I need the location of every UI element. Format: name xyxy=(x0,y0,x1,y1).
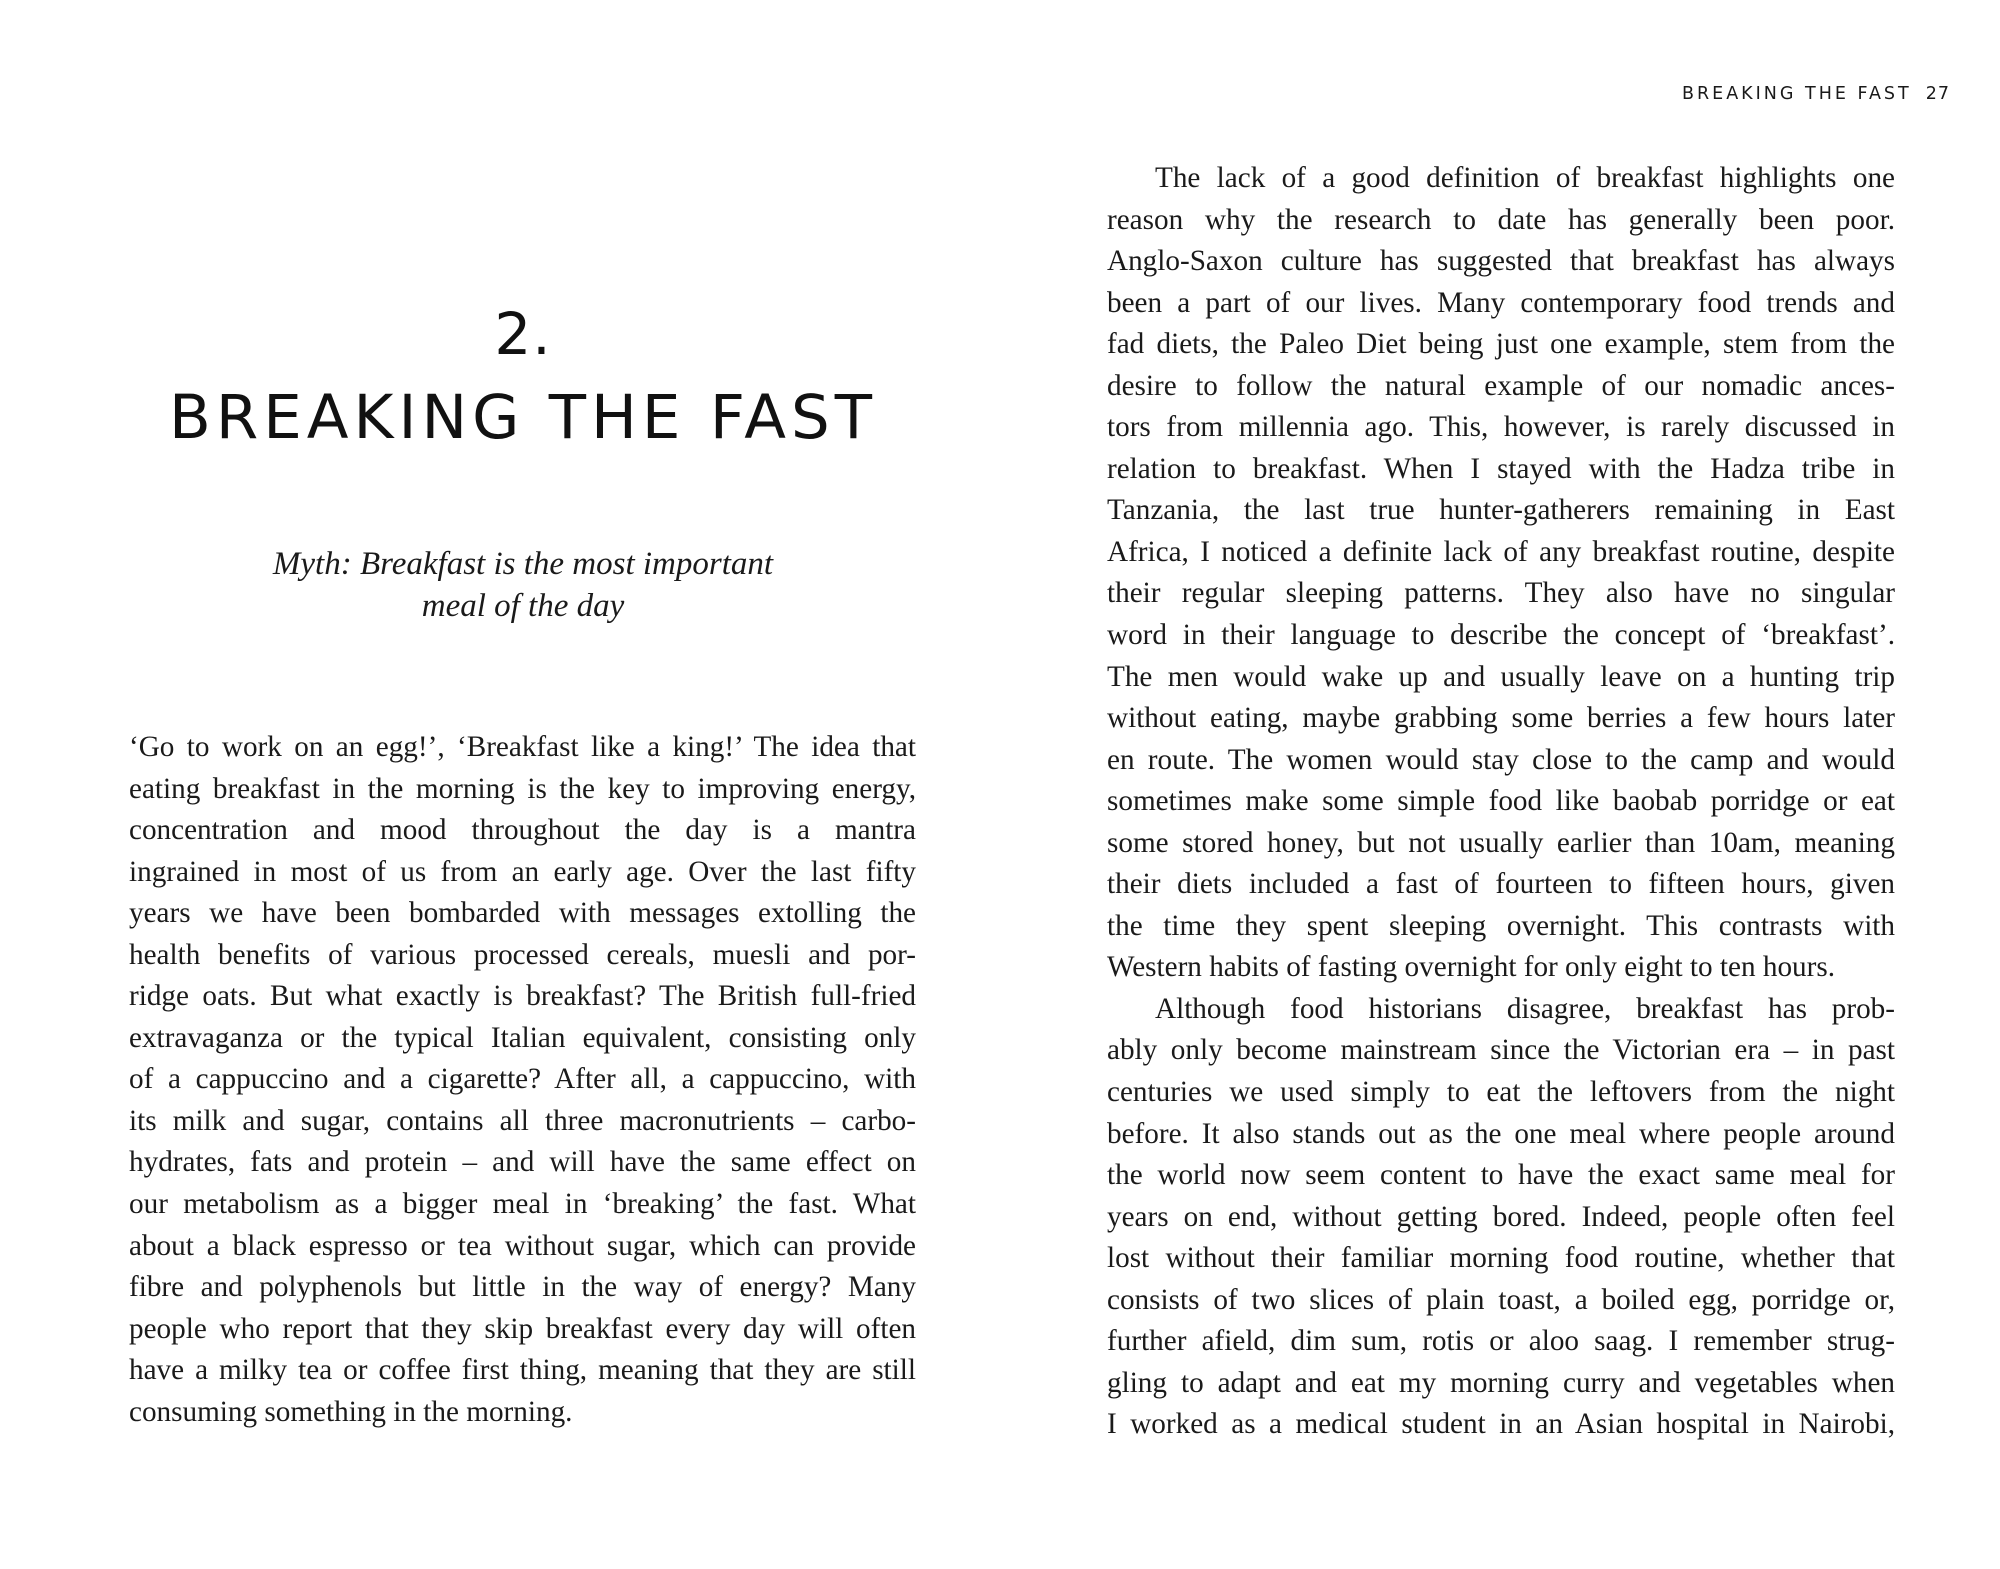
text-line: without eating, maybe grabbing some berries a few hours later xyxy=(1107,702,1895,735)
text-line: our metabolism as a bigger meal in ‘breaking’ the fast. What xyxy=(129,1188,916,1221)
text-line: the world now seem content to have the exact same meal for xyxy=(1107,1159,1895,1192)
text-line: ridge oats. But what exactly is breakfast? The British full-fried xyxy=(129,980,916,1013)
chapter-title: BREAKING THE FAST xyxy=(168,382,878,453)
text-line: their diets included a fast of fourteen to fifteen hours, given xyxy=(1107,868,1895,901)
text-line: tors from millennia ago. This, however, is rarely discussed in xyxy=(1107,411,1895,444)
text-line: centuries we used simply to eat the leftovers from the night xyxy=(1107,1076,1895,1109)
text-line: ‘Go to work on an egg!’, ‘Breakfast like a king!’ The idea that xyxy=(129,731,916,763)
text-line: its milk and sugar, contains all three macronutrients – carbo- xyxy=(129,1104,916,1137)
text-line: some stored honey, but not usually earlier than 10am, meaning xyxy=(1107,826,1895,859)
text-line: health benefits of various processed cereals, muesli and por- xyxy=(129,938,916,971)
text-line: fibre and polyphenols but little in the way of energy? Many xyxy=(129,1271,916,1304)
text-line: people who report that they skip breakfast every day will often xyxy=(129,1312,916,1345)
text-line: word in their language to describe the concept of ‘breakfast’. xyxy=(1107,619,1895,652)
myth-line: Myth: Breakfast is the most important xyxy=(272,546,774,582)
text-line: hydrates, fats and protein – and will have the same effect on xyxy=(129,1146,916,1179)
text-line: the time they spent sleeping overnight. This contrasts with xyxy=(1107,909,1895,942)
chapter-epigraph xyxy=(128,543,918,627)
text-line: their regular sleeping patterns. They also have no singular xyxy=(1107,577,1895,610)
text-line: relation to breakfast. When I stayed with the Hadza tribe in xyxy=(1107,452,1895,485)
text-line: ably only become mainstream since the Victorian era – in past xyxy=(1107,1034,1895,1067)
myth-line: meal of the day xyxy=(421,588,625,624)
text-line: years we have been bombarded with messages extolling the xyxy=(129,897,916,930)
text-line: fad diets, the Paleo Diet being just one example, stem from the xyxy=(1107,328,1895,361)
text-line: about a black espresso or tea without sugar, which can provide xyxy=(129,1229,916,1262)
text-line: lost without their familiar morning food routine, whether that xyxy=(1107,1242,1895,1275)
text-line: consuming something in the morning. xyxy=(129,1395,573,1428)
left-body-text xyxy=(129,727,916,1433)
right-body-text xyxy=(1107,158,1895,1446)
text-line: Although food historians disagree, breakfast has prob- xyxy=(1155,992,1895,1025)
text-line: of a cappuccino and a cigarette? After all, a cappuccino, with xyxy=(129,1063,916,1096)
text-line: have a milky tea or coffee first thing, meaning that they are still xyxy=(129,1354,916,1387)
text-line: desire to follow the natural example of our nomadic ances- xyxy=(1107,369,1895,402)
page-number: 27 xyxy=(1925,84,1950,104)
text-line: Africa, I noticed a definite lack of any breakfast routine, despite xyxy=(1107,535,1895,568)
chapter-number: 2. xyxy=(494,300,552,368)
running-head xyxy=(1600,84,1950,104)
text-line: gling to adapt and eat my morning curry and vegetables when xyxy=(1107,1366,1895,1399)
right-page xyxy=(1000,0,2000,1569)
text-line: concentration and mood throughout the day is a mantra xyxy=(129,814,916,847)
text-line: ingrained in most of us from an early age. Over the last fifty xyxy=(129,855,916,888)
text-line: eating breakfast in the morning is the key to improving energy, xyxy=(129,772,916,805)
text-line: before. It also stands out as the one meal where people around xyxy=(1107,1117,1895,1150)
text-line: further afield, dim sum, rotis or aloo saag. I remember strug- xyxy=(1107,1325,1895,1358)
running-head-title: BREAKING THE FAST xyxy=(1681,84,1912,104)
text-line: The men would wake up and usually leave on a hunting trip xyxy=(1107,660,1895,693)
text-line: extravaganza or the typical Italian equivalent, consisting only xyxy=(129,1021,916,1054)
text-line: reason why the research to date has generally been poor. xyxy=(1107,203,1895,236)
text-line: The lack of a good definition of breakfast highlights one xyxy=(1155,162,1895,194)
text-line: Western habits of fasting overnight for only eight to ten hours. xyxy=(1107,951,1836,984)
text-line: years on end, without getting bored. Indeed, people often feel xyxy=(1107,1200,1895,1233)
text-line: en route. The women would stay close to the camp and would xyxy=(1107,743,1895,776)
text-line: Tanzania, the last true hunter-gatherers remaining in East xyxy=(1107,494,1895,527)
text-line: sometimes make some simple food like baobab porridge or eat xyxy=(1107,785,1895,818)
text-line: been a part of our lives. Many contemporary food trends and xyxy=(1107,286,1895,319)
text-line: Anglo-Saxon culture has suggested that breakfast has always xyxy=(1107,245,1895,278)
text-line: consists of two slices of plain toast, a boiled egg, porridge or, xyxy=(1107,1283,1895,1316)
text-line: I worked as a medical student in an Asian hospital in Nairobi, xyxy=(1107,1408,1895,1441)
